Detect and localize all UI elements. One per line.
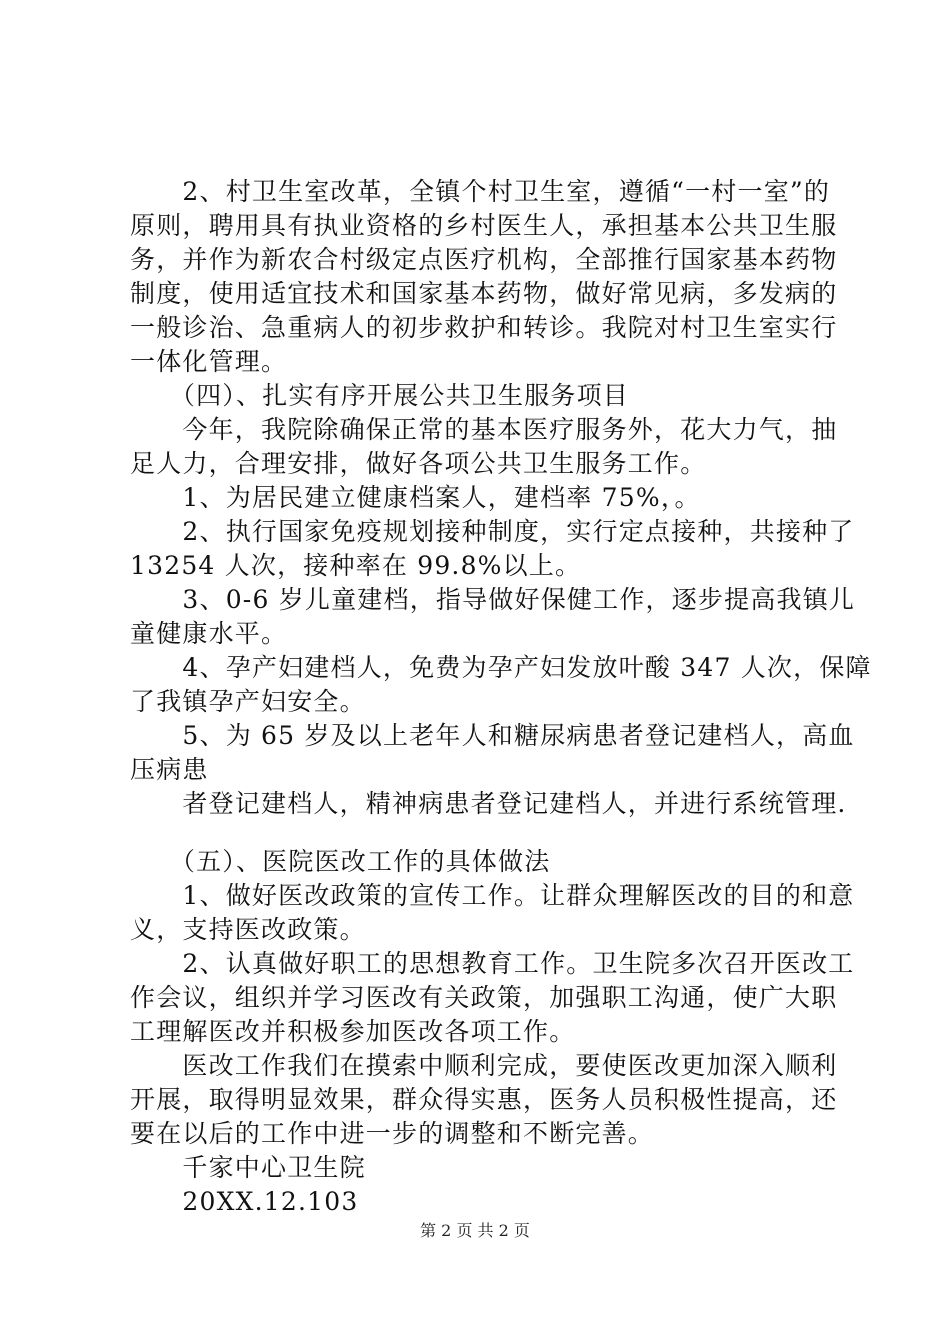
- paragraph-line: 足人力，合理安排，做好各项公共卫生服务工作。: [130, 449, 707, 478]
- paragraph-line: 义，支持医改政策。: [130, 915, 366, 944]
- paragraph-line: 一体化管理。: [130, 347, 288, 376]
- list-item: 1、为居民建立健康档案人，建档率 75%，。: [130, 483, 701, 512]
- list-item: 3、0-6 岁儿童建档，指导做好保健工作，逐步提高我镇儿: [130, 585, 856, 614]
- list-item: 1、做好医改政策的宣传工作。让群众理解医改的目的和意: [130, 881, 855, 910]
- paragraph-line: 13254 人次，接种率在 99.8%以上。: [130, 551, 582, 580]
- paragraph-line: 一般诊治、急重病人的初步救护和转诊。我院对村卫生室实行: [130, 313, 838, 342]
- list-item: 5、为 65 岁及以上老年人和糖尿病患者登记建档人，高血: [130, 721, 855, 750]
- list-item: 2、认真做好职工的思想教育工作。卫生院多次召开医改工: [130, 949, 855, 978]
- paragraph-line: 要在以后的工作中进一步的调整和不断完善。: [130, 1119, 655, 1148]
- paragraph-line: 工理解医改并积极参加医改各项工作。: [130, 1017, 576, 1046]
- paragraph-line: 2、村卫生室改革，全镇个村卫生室，遵循“一村一室”的: [130, 177, 831, 206]
- paragraph-line: 制度，使用适宜技术和国家基本药物，做好常见病，多发病的: [130, 279, 838, 308]
- paragraph-line: 今年，我院除确保正常的基本医疗服务外，花大力气，抽: [130, 415, 838, 444]
- paragraph-line: 医改工作我们在摸索中顺利完成，要使医改更加深入顺利: [130, 1051, 838, 1080]
- list-item: 2、执行国家免疫规划接种制度，实行定点接种，共接种了: [130, 517, 855, 546]
- paragraph-line: 原则，聘用具有执业资格的乡村医生人，承担基本公共卫生服: [130, 211, 838, 240]
- list-item: 4、孕产妇建档人，免费为孕产妇发放叶酸 347 人次，保障: [130, 653, 872, 682]
- paragraph-line: 务，并作为新农合村级定点医疗机构，全部推行国家基本药物: [130, 245, 838, 274]
- page-number-footer: 第 2 页 共 2 页: [420, 1221, 530, 1240]
- paragraph-line: 作会议，组织并学习医改有关政策，加强职工沟通，使广大职: [130, 983, 838, 1012]
- paragraph-line: 者登记建档人，精神病患者登记建档人，并进行系统管理.: [130, 789, 847, 818]
- section-heading: （五）、医院医改工作的具体做法: [130, 847, 551, 876]
- paragraph-line: 了我镇孕产妇安全。: [130, 687, 366, 716]
- paragraph-line: 开展，取得明显效果，群众得实惠，医务人员积极性提高，还: [130, 1085, 838, 1114]
- paragraph-line: 压病患: [130, 755, 209, 784]
- section-heading: （四）、扎实有序开展公共卫生服务项目: [130, 381, 630, 410]
- signature-date: 20XX.12.103: [130, 1187, 359, 1216]
- signature-organization: 千家中心卫生院: [130, 1153, 366, 1182]
- paragraph-line: 童健康水平。: [130, 619, 288, 648]
